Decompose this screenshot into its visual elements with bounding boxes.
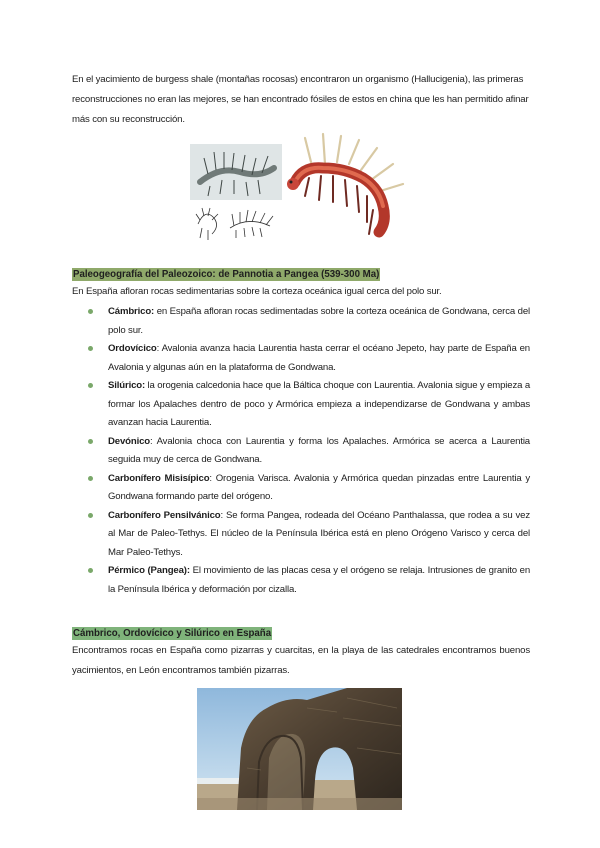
period-term: Devónico (108, 435, 150, 447)
list-item (88, 433, 530, 470)
bullet-icon (88, 346, 93, 351)
period-term: Carbonífero Misisípico (108, 472, 210, 484)
list-item (88, 470, 530, 507)
intro-paragraph: En el yacimiento de burgess shale (montañas rocosas) encontraron un organismo (Hallucigenia), las primeras reconstrucciones no eran las mejores, se han encontrado fósiles de estos en china que les han permitido afinar más con su reconstrucción. (72, 74, 529, 125)
cambrico-paragraph: Encontramos rocas en España como pizarras y cuarcitas, en la playa de las catedrales encontramos buenos yacimientos, en León encontramos también pizarras. (72, 645, 530, 676)
period-text: : Orogenia Varisca. Avalonia y Armórica quedan pinzadas entre Laurentia y Gondwana formando parte del orógeno. (108, 472, 530, 502)
paleo-intro-paragraph: En España afloran rocas sedimentarias sobre la corteza oceánica igual cerca del polo sur. (72, 286, 442, 297)
section-heading-cambrico: Cámbrico, Ordovícico y Silúrico en España (73, 628, 272, 639)
list-item (88, 377, 530, 433)
list-item (88, 340, 530, 377)
period-term: Pérmico (Pangea): (108, 565, 190, 576)
bullet-icon (88, 568, 93, 573)
period-text: El movimiento de las placas cesa y el orógeno se relaja. Intrusiones de granito en la Península Ibérica y deformación por cizalla. (108, 565, 530, 595)
list-item (88, 507, 530, 563)
period-term: Carbonífero Pensilvánico (108, 509, 221, 521)
period-term: Ordovícico (108, 343, 157, 354)
period-text: en España afloran rocas sedimentadas sobre la corteza oceánica de Gondwana, cerca del polo sur. (108, 306, 530, 336)
bullet-icon (88, 476, 93, 481)
period-text: : Se forma Pangea, rodeada del Océano Panthalassa, que rodea a su vez al Mar de Paleo-Tethys. El núcleo de la Península Ibérica está en pleno Orógeno Varisco y cerca del Mar Paleo-Tethys. (108, 509, 531, 558)
period-text: : Avalonia choca con Laurentia y forma los Apalaches. Armórica se acerca a Laurentia seguida muy de cerca de Gondwana. (108, 435, 530, 465)
period-text: : Avalonia avanza hacia Laurentia hasta cerrar el océano Jepeto, hay parte de España en Avalonia y algunas aún en la plataforma de Gondwana. (108, 343, 530, 373)
period-term: Silúrico: (108, 380, 146, 391)
hallucigenia-reconstruction-image (283, 130, 409, 240)
bullet-icon (88, 439, 93, 444)
bullet-icon (88, 383, 93, 388)
bullet-icon (88, 309, 93, 314)
list-item (88, 562, 530, 599)
period-list (88, 303, 530, 599)
playa-catedrales-photo (197, 688, 402, 810)
section-heading-paleogeografia: Paleogeografía del Paleozoico: de Pannotia a Pangea (539-300 Ma) (73, 269, 380, 280)
list-item (88, 303, 530, 340)
period-text: la orogenia calcedonia hace que la Báltica choque con Laurentia. Avalonia sigue y empieza a formar los Apalaches dentro de poco y Armórica empieza a independizarse de Gondwana y ambas avanzan hacia Laurentia. (108, 380, 531, 428)
hallucigenia-fossil-sketch (190, 144, 282, 242)
period-term: Cámbrico: (108, 306, 155, 317)
bullet-icon (88, 513, 93, 518)
